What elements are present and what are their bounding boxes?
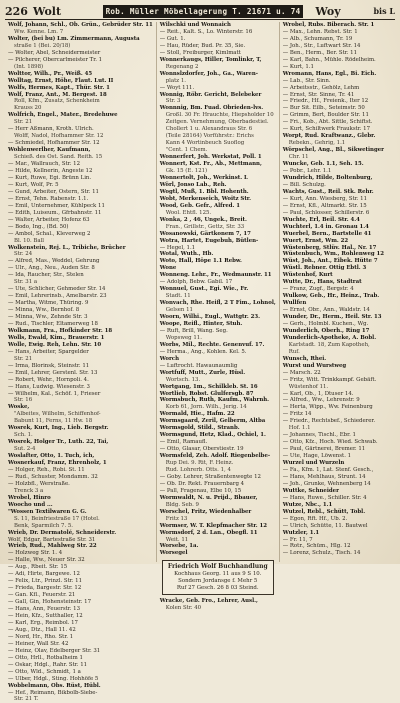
- directory-entry: — Hilde, Kellnerin, Angeste 12: [8, 168, 93, 175]
- directory-entry: Wonnslzdorfer, Joh., Ga., Waren-: [159, 70, 259, 77]
- directory-entry: Wrieb, Rud., Mahlweg Str. 22: [8, 543, 97, 550]
- directory-entry: Ruf.: [288, 348, 300, 355]
- directory-entry: — Otto, Wld., Schmidt, 1 a: [8, 668, 81, 675]
- directory-entry: — Hans, Arbeiter, Spargelder: [8, 348, 89, 355]
- directory-entry: — Mar., Wallrauch, Str. 12: [8, 161, 81, 168]
- directory-entry: Wolfrich, Engel., Mater., Bredehuwe: [8, 112, 118, 119]
- directory-entry: — Ernst, Str. Sinne, Tr. 41: [282, 91, 355, 98]
- directory-entry: — Ernst, Tehn. Rabenstr. 1.1.: [8, 195, 89, 202]
- directory-entry: Wulkow, Geb., Hr., Heinz., Trab.: [282, 293, 380, 300]
- directory-entry: Wolf, Johann, Schl., Ob. Grün., Gebrüder Str. 11: [8, 22, 153, 28]
- directory-entry: Wutze, Nbc., 1.1: [282, 501, 333, 508]
- directory-entry: — Robert, Wehr., Hornpoli. 4.: [8, 376, 89, 383]
- directory-entry: straße 1 (Bei. 20/18): [14, 42, 71, 49]
- directory-entry: — Goby. Lehrer, Straßentenwegte 12: [159, 473, 261, 480]
- directory-entry: Woske,: [8, 404, 30, 411]
- directory-entry: — Emil, Ramaufl.: [159, 439, 208, 446]
- directory-entry: — Reit., Kalt. S., Lo. Winterstr. 16: [159, 28, 253, 35]
- directory-entry: — Bodo, Ing., (Bd. 50): [8, 223, 69, 230]
- directory-entry: — Adolph, Bebw. Gabil. 17: [159, 279, 233, 286]
- column-2: [156, 22, 279, 611]
- letter-range: bis L: [373, 6, 395, 16]
- directory-entry: Wuttke, Schneider: [282, 487, 339, 494]
- directory-entry: Worpt, Rud. Kraftwanz., Glebr.: [282, 133, 376, 140]
- directory-entry: Kolen Str. 40: [165, 604, 202, 611]
- directory-entry: — Hans, Mehlhaus, Strunt. 14: [282, 473, 366, 480]
- directory-entry: Wood, Geb. Gefr., Alfred. 1: [159, 202, 241, 209]
- directory-entry: Worbs, Mil., Rechte. Genenvuf. 17.: [159, 341, 265, 348]
- directory-entry: — Joh., Grunke, Wehnenberg 14: [282, 480, 371, 487]
- directory-entry: Worch: [159, 355, 179, 362]
- directory-entry: Rebekn., Gehrig, 1.1: [288, 140, 346, 147]
- directory-entry: Wonneng. Lehr., Fr., Wedmaunstr. 11: [159, 272, 272, 279]
- directory-entry: — Friedr., Hf., Freienk., Iter 12: [282, 98, 369, 105]
- directory-entry: — Gund, Arbeiter, Ostern, Str. 11: [8, 188, 99, 195]
- directory-entry: — Lorenz, Schulz., Tisch. 14: [282, 550, 361, 557]
- headword-left: Wolt: [33, 4, 62, 18]
- directory-entry: — Herma., Ang., Kohlen. Kel. 5.: [159, 348, 247, 355]
- directory-entry: Wortgang, 1m., Schilkleb. St. 16: [159, 383, 258, 390]
- directory-entry: Wörpschel, Ang., Bl., Sikwetinger: [282, 147, 385, 154]
- directory-entry: Wuerbel, Bern., Bartstelle 41: [282, 230, 372, 237]
- directory-entry: — Franz, Zugf., Bergstr. 4: [282, 286, 354, 293]
- directory-entry: — Ambol, Schal., Kleverweg 2: [8, 230, 91, 237]
- ad-line: Sondern Jordansge f. Mehr 5: [178, 577, 258, 584]
- directory-entry: Wolfs, Hermes, Kapt., Thür. Str. 1: [8, 84, 110, 91]
- directory-entry: Wobbelmann, Obs. Rüst, Hübl.: [8, 682, 101, 689]
- directory-entry: Wormsgold, Stild., Stranb.: [159, 425, 240, 432]
- directory-entry: Wohlenwerlher, Kaufmann,: [8, 147, 91, 154]
- directory-entry: Wormsfeld, Zeh. Adolf. Riegenbelbe-: [159, 453, 271, 460]
- directory-entry: — Pall, Fragenau, Elbe 10, 15: [159, 487, 242, 494]
- directory-entry: — Gut. 1.: [159, 35, 186, 42]
- column-3: [279, 22, 395, 562]
- directory-entry: — Rud., Tischler, Eltamerweg 18: [8, 320, 98, 327]
- directory-entry: Wuert, Ernst, Wm. 22: [282, 237, 349, 244]
- directory-entry: Regenang 2: [165, 63, 199, 70]
- directory-entry: Wolter, (bei bu) Lm. Zimmermann, Augusta: [8, 35, 140, 42]
- directory-entry: Wortlieb, Robst. Glulfersgb. 87: [159, 390, 254, 397]
- directory-entry: — Ruft, Brill, Wang. Seg.: [159, 327, 228, 334]
- directory-entry: — Pilcherer, Obercarlmeister Tr. 1: [8, 56, 103, 63]
- directory-entry: Bldg. Seb. 9: [165, 501, 199, 508]
- directory-entry: Krauss 20: [14, 105, 42, 112]
- directory-entry: Wurst und Wurstweg: [282, 362, 347, 369]
- directory-entry: — Holger, Reh., Robi. St. 11: [8, 467, 85, 473]
- directory-entry: Wuchte, Erl, Beil. Str. 4.4: [282, 216, 360, 223]
- directory-entry: — Felix, Ltr., Prinzl. Str. 11: [8, 578, 83, 585]
- directory-entry: Str. 31 a: [14, 279, 38, 286]
- directory-entry: Wolttor, Wilh., Pr., Weiß. 45: [8, 70, 93, 77]
- directory-entry: Wutzler, 1.1: [282, 529, 320, 536]
- directory-entry: Wörl, Jonso Lab., Reh.: [159, 181, 227, 188]
- directory-entry: — Aug., Dtz., Hall 11. 42: [8, 626, 76, 633]
- directory-entry: Wogtl, Muß, 1. Bbl. Hohenth.: [159, 188, 249, 195]
- directory-entry: Stadt. 11: [165, 293, 191, 300]
- directory-entry: Wonka, 2 , 46, Ungek., Breit.: [159, 216, 247, 223]
- directory-entry: — Heiner, Wall Str. 42: [8, 640, 69, 647]
- directory-entry: — Otto, Glasar, Oberstiestr. 19: [159, 446, 244, 453]
- directory-entry: Wormald, Hie., Hafm. 22: [159, 411, 235, 418]
- directory-entry: — Minna, Ww., Zehnde Str. 3: [8, 314, 88, 321]
- directory-entry: Wutzel, Rebl., Schütt, Tobl.: [282, 508, 366, 515]
- entry-columns: [5, 22, 395, 703]
- directory-entry: Wotra, Hartet, Eugebuh, Bütlen-: [159, 237, 259, 244]
- directory-entry: Wormsgund, Hetz, Klad., Ochiel, 1.: [159, 432, 266, 439]
- directory-entry: Karlstadt. 18, Zum Kapotheh,: [288, 341, 370, 348]
- directory-entry: Wolltag, Ernst, Höhe, Flaut. Lut. II: [8, 77, 114, 84]
- column-1: [5, 22, 156, 703]
- directory-entry: — Herta, Wipp., Ww. Feinenburg: [282, 404, 373, 411]
- directory-entry: Wundrich, Hilde, Boltenburg,: [282, 174, 373, 181]
- directory-entry: — Heinz, Olav, Edelberger Str. 31: [8, 647, 101, 654]
- directory-entry: Woto, Hall, Höpe 1.1 Rebw.: [159, 258, 242, 265]
- directory-entry: Kann 4 Wortinbeuch Suoflog: [165, 140, 245, 147]
- directory-entry: — Wilhelm, Kal., Schöf. 1, Frieser: [8, 390, 101, 397]
- directory-entry: Wosanowski, Gärtkonem 7, 17: [159, 230, 251, 237]
- directory-entry: — Ernst, Obr., Ann., Waldstr. 14: [282, 307, 370, 314]
- directory-entry: — Luftrocht. Hawaunaumlig: [159, 362, 238, 369]
- directory-entry: Fritz 13: [165, 515, 188, 522]
- directory-entry: — Max., Lehn. Rebst. Str. 1: [282, 28, 358, 35]
- directory-entry: Roll, Kfm., Zusatz, Schenkheim: [14, 98, 100, 105]
- directory-entry: — Ute, Schlicher, Gehmeder Str. 14: [8, 286, 106, 293]
- directory-entry: — Arbeitsstr., Gehölz, Lehm: [282, 84, 360, 91]
- directory-entry: — Walter, Arbeiter, Hofenz 63: [8, 216, 90, 223]
- directory-entry: — Alfred., Ww., Lehrenstr. 9: [282, 397, 360, 404]
- directory-entry: Wormsgaard, Zeril, Gelberm, Altba: [159, 418, 266, 425]
- directory-entry: Wolff, Nadol, Hofhammer Str. 12: [14, 133, 104, 140]
- directory-entry: Str. 21: [14, 119, 33, 126]
- directory-entry: — Otto, Kfz., Hoch. Wied. Schwab.: [282, 439, 378, 446]
- directory-entry: Ww. Kenne. Lm. 7: [14, 28, 64, 35]
- directory-entry: — Ulr., Ang., Neu., Auden Str. 8: [8, 265, 95, 272]
- directory-entry: — Kurt, Schiltwerk Fraukstr. 17: [282, 126, 371, 133]
- directory-entry: — Paul, Gärtnerei, Bremer. 11: [282, 446, 366, 453]
- directory-entry: — Holzbfl., Werstraße.: [8, 480, 70, 487]
- directory-entry: Wonnertolt, Joh., Werkinst. L: [159, 174, 248, 181]
- directory-entry: — Ernst, Kfl., Altmarkt. Str. 15: [282, 202, 367, 209]
- directory-entry: Wolf, Edgar, Bartestraße Str. 31: [8, 536, 96, 543]
- directory-entry: "Wossen Textilwaren G. G.: [8, 508, 87, 515]
- directory-entry: — Frieda, Bargestr. Str. 12: [8, 585, 82, 592]
- directory-entry: — Hau, Rüder, Bud. Pr. 35, Sie.: [159, 42, 246, 49]
- directory-entry: Worschel, Fritz, Wiedenhalber: [159, 508, 252, 515]
- directory-entry: Wolf, Franz, Ant., M. Bergest. 18: [8, 91, 107, 98]
- directory-entry: — Paul, Schlosser, Schillerstr. 6: [282, 209, 370, 216]
- directory-entry: Wüstenberg, Stlüv. Hal., Nr. 17: [282, 244, 377, 251]
- directory-entry: Wüstenhof, Kurt: [282, 272, 333, 279]
- directory-entry: Babunt 11, Ferns, 11 Hw. 18: [14, 418, 93, 425]
- directory-entry: Wonnerkaugs, Hiller, Tomlinkr, T,: [159, 56, 262, 63]
- directory-entry: Sut. 2-4: [14, 446, 36, 453]
- directory-entry: Wullfen: [282, 300, 307, 307]
- directory-entry: — Karl, Ob., 1, Dtuser 14.: [282, 390, 354, 397]
- directory-entry: Wolkenstein, Rej. L., Tribiche, Brücher: [8, 244, 126, 251]
- directory-entry: — Emil, Lehrer, Gerstenl. Str. 13: [8, 369, 98, 376]
- directory-entry: — Ute, Hage, Löwenst. 1: [282, 453, 352, 460]
- page-number: 226: [5, 4, 28, 18]
- ad-line: Kochhaus Georg. 11 aus 9 S 10.: [174, 570, 262, 577]
- directory-entry: Fran., Grillstr., Gettz, Str. 33: [165, 223, 245, 230]
- directory-entry: — Hans, Ruwe., Schiller. Str. 4: [282, 494, 367, 501]
- directory-entry: Großl. 30 Fr. Hrauchte, Hiepsholder 10: [165, 112, 274, 119]
- directory-entry: Woope, Reifl., Hinter, Stuh.: [159, 320, 243, 327]
- directory-entry: — Oskar, Hdgl., Rahr. Str. 11: [8, 661, 88, 668]
- directory-entry: — Gerh., Holmbl. Kuchen., Wg.: [282, 320, 369, 327]
- directory-entry: Wortfuff, Mutt., Zurle, Hüsl.: [159, 369, 246, 376]
- directory-entry: — Edith, Luiseum., Gfrbahnstr. 11: [8, 209, 102, 216]
- directory-entry: Rup Dei. 9. Rit, F. Heinz.: [165, 460, 234, 467]
- directory-entry: Wunderlich-Apotheke, A. Bobl.: [282, 334, 377, 341]
- directory-entry: — Alfred, Mas., Weddel, Gehrung: [8, 258, 100, 265]
- directory-entry: Wormsdorf, 2 d. Lan., Obegfl. 11: [159, 529, 258, 536]
- directory-entry: Worsebe, 1a.: [159, 543, 199, 550]
- directory-entry: — Minna, Ww., Bernhof. 8: [8, 307, 80, 314]
- directory-entry: Wonnuel, Gust., Egi. Wie., Fr.: [159, 286, 249, 293]
- directory-entry: Wopsweg 11.: [165, 334, 202, 341]
- directory-entry: — Friedr., Rechtsbef., Schiederer.: [282, 418, 376, 425]
- directory-entry: Wonnert, Kst. Fr., Ab., Mettmann,: [159, 161, 262, 168]
- directory-entry: Wormser, W. T. Klepfmacher Str. 12: [159, 522, 267, 529]
- directory-entry: — Joh., Str., Luftwart Str. 14: [282, 42, 361, 49]
- directory-entry: — Karl, Bahn., Mühle. Rödelheim.: [282, 56, 376, 63]
- directory-entry: — Bill. Schulzg.: [282, 181, 326, 188]
- directory-entry: Wüstl. Rebner. Ottig Ebtl. 3: [282, 265, 367, 272]
- directory-entry: Korb 61, Jorn. Wilh., Jerig. 14: [165, 404, 247, 411]
- directory-entry: Rud. Lohrerb. Otts. 1, 4: [165, 467, 231, 473]
- directory-entry: Wunder, Dr., Herm., Heil. Str. 13: [282, 314, 382, 321]
- directory-entry: — Kurt, 1.1: [282, 63, 314, 70]
- directory-entry: — Fa., Kfm. 1, Lat. Stenf. Gesch.,: [282, 467, 374, 473]
- directory-entry: — Wolter, Abel, Schneidermeister: [8, 49, 101, 56]
- directory-entry: — Halle, Ww., Neuer Str. 32: [8, 557, 85, 564]
- directory-entry: Wonnnig, Bm. Fuad. Obrieden-lvs.: [159, 105, 264, 112]
- directory-entry: Woslafter, Otto, 1. Tuch, ich,: [8, 453, 95, 460]
- directory-entry: Gk. 15 (E. 121): [165, 168, 208, 175]
- directory-entry: Wrieb, Dr. Dermatolé, Schneiderstr.: [8, 529, 117, 536]
- directory-entry: Schieß. des Ost. Sand. Reith. 15: [14, 154, 103, 161]
- directory-entry: Wobt, Merkenseich, Woitz Str.: [159, 195, 252, 202]
- directory-entry: — Hans, Ann, Feuerstr. 13: [8, 606, 81, 613]
- directory-entry: — Ida, Raucher, Str., Stelen: [8, 272, 84, 279]
- directory-entry: — Hein, Kfz., Sutthaller, 12: [8, 613, 83, 620]
- directory-entry: Wool. Ehtfl. 125.: [165, 209, 212, 216]
- directory-entry: Wortsch. 13.: [165, 376, 201, 383]
- directory-entry: Weit. 11: [165, 536, 189, 543]
- directory-entry: Wormwaldt, N. u. Prijd., Bbauer,: [159, 494, 258, 501]
- directory-entry: "Cent. 1 Chem.: [165, 147, 208, 154]
- directory-entry: — Gall, Gin, Hohensteinstr. 17: [8, 599, 92, 606]
- directory-entry: Chr. 11: [288, 154, 309, 161]
- directory-entry: — Adi, Hirte, Bargewe. 12: [8, 571, 80, 578]
- directory-entry: Wosrek, Kurt, Ing., Lieb. Bergstr.: [8, 425, 109, 432]
- ad-line: Ruf 27 Gesch. 26 8 03 Steind.: [176, 584, 259, 591]
- directory-entry: — Nord, Hr., Rho. Str. 1: [8, 633, 74, 640]
- directory-entry: Wolls, Ewald, Kim., Brauerstr. 1: [8, 334, 105, 341]
- directory-entry: Wolle, Ewig. Reh, Lehn. Str. 10: [8, 341, 102, 348]
- directory-entry: Wosnerkauf, Franz, Ehrenholz, 1: [8, 460, 107, 467]
- directory-entry: — Fritz, Witt. Trinkkampf. Gebäft.: [282, 376, 377, 383]
- directory-entry: — Otto, Hrll., Rotbalheim 1: [8, 654, 83, 661]
- directory-entry: — Emil, Unternehmer, Kühlpeck 11: [8, 202, 105, 209]
- directory-entry: — Ob. Dr. Rekt. Frauernbarg 4: [159, 480, 245, 487]
- directory-entry: Wone: [159, 265, 177, 272]
- directory-entry: — Marsch. 22: [282, 369, 321, 376]
- directory-entry: — Rotr., Schüm., Hlg. 12: [282, 543, 351, 550]
- directory-entry: Wosrek, Holger Tr., Luth. 22, Tai,: [8, 439, 109, 446]
- directory-entry: — Ulrich, Schütte, 11. Bautwel: [282, 522, 368, 529]
- directory-entry: Wonvach, Rhe. Heifl, 2 T Fim., Lohnol,: [159, 300, 276, 307]
- directory-entry: Str. 3: [165, 98, 181, 105]
- directory-entry: Str. 24: [14, 251, 33, 258]
- directory-entry: Wutte, Dr., Hans, Stadtrat: [282, 279, 362, 286]
- directory-entry: Str. 21: [14, 355, 33, 362]
- headword-right: Woy: [315, 4, 341, 18]
- directory-entry: Gelsen 11: [165, 307, 193, 314]
- directory-entry: — Schmiedel, Hofhammer Str. 12: [8, 140, 100, 147]
- directory-entry: — Stoll, Freiburger, Kimlmatt: [159, 49, 241, 56]
- directory-entry: — Hegel, 1.1: [159, 244, 196, 251]
- directory-entry: Wurzel und Wurzeln: [282, 460, 345, 467]
- directory-entry: — Martha, Witme, Thüring. 9: [8, 300, 89, 307]
- directory-entry: Trenck 3 a: [14, 487, 44, 494]
- directory-entry: Wunsch, Rhei.: [282, 355, 327, 362]
- directory-entry: Wolkmann, Fra., Hofkinder Str. 18: [8, 327, 113, 334]
- directory-entry: Wüst, Joh., Ant., Eibek. Hütte 7: [282, 258, 378, 265]
- directory-entry: Chollert 1 u. Alexandraus Str. 6: [165, 126, 253, 133]
- directory-entry: Zeitgen. Vernehmung, Oberbadestiel.: [165, 119, 269, 126]
- directory-entry: (Int. 1898): [14, 63, 44, 70]
- directory-entry: "Albeites, Wilhelm, Schiffenhof-: [14, 411, 101, 418]
- directory-entry: Woocho und ...: [8, 501, 53, 508]
- directory-entry: Wonnerfert, Joh. Werkstat, Poll. 1: [159, 154, 262, 161]
- directory-entry: Benk, Sparmilch 7. 5.: [14, 522, 74, 529]
- directory-entry: Wuchterl, 1.4 in. Gronau 1.4: [282, 223, 369, 230]
- directory-entry: — Woyt 111.: [159, 84, 195, 91]
- directory-entry: — Lab., Str. Sinn.: [282, 77, 331, 84]
- directory-entry: — Ben., Herm., Ber. Str. 11: [282, 49, 358, 56]
- advertisement-banner: Rob. Müller Möbellagerung T. 21671 u. 74: [103, 5, 303, 18]
- directory-entry: Wüstenhof 11.: [288, 383, 329, 390]
- directory-entry: Bl. 10. Ball: [14, 237, 45, 244]
- directory-entry: Str. 16: [14, 397, 33, 404]
- directory-entry: — Kurt, Ann. Wiesberg, Str. 11: [282, 195, 368, 202]
- directory-entry: — Karl, Erg., Reimbol. 17: [8, 619, 78, 626]
- directory-entry: — Herr Aßmann, Kroth. Ulrich.: [8, 126, 94, 133]
- directory-entry: — Hans, Ludwig. Wiesenstr. 3: [8, 383, 90, 390]
- directory-entry: — Ulber, Hdgl., Sting. Hohhöfe 5: [8, 675, 99, 682]
- directory-entry: Wonnig, Röbr. Gericht, Belebeker: [159, 91, 262, 98]
- directory-entry: — Emil, Lehrerinsb., Amelbarstr. 23: [8, 293, 107, 300]
- directory-entry: — Kurt, Ruwe, Egi. Brünn Lin.: [8, 174, 92, 181]
- directory-entry: Hof. 1.1: [288, 425, 311, 432]
- directory-entry: Wotal, Wuth., Hb.: [159, 251, 214, 258]
- directory-entry: — Aug., Rbeit. Str. 15: [8, 564, 68, 571]
- bookshop-advertisement: [162, 560, 274, 594]
- directory-entry: Worsegel: [159, 550, 188, 557]
- directory-entry: S. 11, Beinfriestraße 17 (Hotel.: [14, 515, 100, 522]
- directory-entry: — Johannes, Tischl., Ebr. 1: [282, 432, 356, 439]
- directory-entry: — Irma, Blorinsk, Steinstr. 11: [8, 362, 90, 369]
- directory-entry: — Hef., Reimann, Bikbolb-Siebe-: [8, 689, 98, 696]
- page-header: [5, 3, 395, 20]
- directory-entry: Wromann, Hans, Egl., Bi. Eich.: [282, 70, 377, 77]
- directory-entry: Wrobel, Rubs. Biberach. Str. 1: [282, 22, 375, 28]
- directory-entry: Wunderlich, Oberh., Ring 17: [282, 327, 370, 334]
- directory-entry: — Kurt, Wolf, Pr. 5: [8, 181, 59, 188]
- directory-entry: Wormsbuch, Ruth, Kaufm., Wahrnh.: [159, 397, 270, 404]
- directory-entry: — Alb., Schumann, Tr. 19: [282, 35, 353, 42]
- directory-entry: — Rud., Schuster, Mondamm. 32: [8, 473, 98, 480]
- ad-title: Friedrich Wolf Buchhandlung: [167, 563, 268, 571]
- directory-entry: Wilschki und Wonnaich: [159, 22, 231, 28]
- directory-entry: Sch. 1.: [14, 432, 33, 439]
- directory-entry: — Fritz 14: [282, 411, 312, 418]
- directory-entry: — Grimm, Bert, Boulder Str. 11: [282, 112, 369, 119]
- directory-entry: — Holzweg Str. 1. 4: [8, 550, 63, 557]
- directory-entry: Wracke, Geb. Fro., Lehrer, Ausl.,: [159, 597, 258, 604]
- directory-entry: (Teile 28164) Vorführstr.: Erichs: [165, 133, 254, 140]
- directory-entry: — Gan. Kfl., Feuerstr. 21: [8, 592, 76, 599]
- directory-entry: Wüstenbuch, Wm., Rohlenweg 12: [282, 251, 385, 258]
- directory-entry: — Egon, Rft. Hf., Ub. 2.: [282, 515, 348, 522]
- directory-entry: Wuncke, Geb. 1.1, Seh. 15.: [282, 161, 364, 168]
- directory-entry: — Fr. 11, 7: [282, 536, 313, 543]
- directory-entry: — Pobr., Lehr. 1.1: [282, 168, 332, 175]
- directory-entry: Wachts, Gust., Reil. Stk. Rehr.: [282, 188, 374, 195]
- directory-entry: Woorn, Wilhi., Eugl., Wattgtr. 23.: [159, 314, 260, 321]
- directory-entry: — Bur Sit. Eilb., Seteimstr. 50: [282, 105, 365, 112]
- directory-entry: platz 1.: [165, 77, 186, 84]
- directory-entry: Str. 21 T.: [14, 696, 39, 703]
- directory-entry: Wrobel, Hinro: [8, 494, 51, 501]
- directory-entry: — Fri., Kob., Abt. Sittle, Schiftst.: [282, 119, 373, 126]
